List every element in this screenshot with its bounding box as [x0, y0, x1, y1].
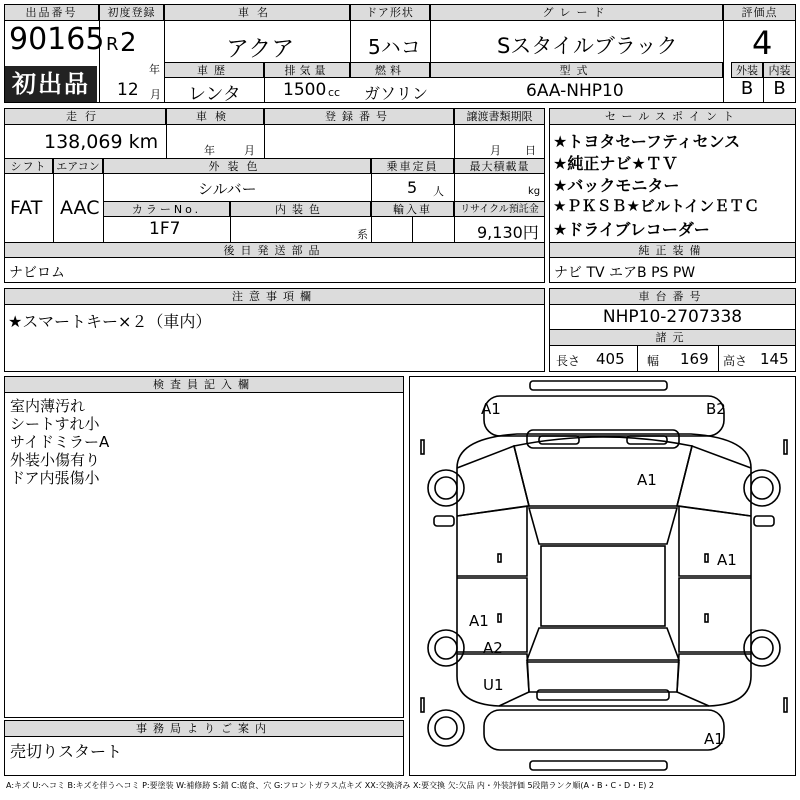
damage-mark: A1 [481, 400, 501, 418]
era-year: 2 [120, 28, 137, 58]
seats: 5 [407, 178, 418, 197]
transfer-month-unit: 月 [490, 144, 501, 157]
history: レンタ [188, 84, 241, 105]
inspection-label: 車検 [166, 108, 264, 125]
divider [637, 346, 638, 372]
color: シルバー [198, 180, 257, 198]
divider [53, 158, 54, 242]
car-diagram [409, 376, 796, 776]
car-name-label: 車名 [164, 4, 350, 21]
divider [166, 108, 167, 158]
length-label: 長さ [556, 354, 581, 368]
chassis-label: 車台番号 [549, 288, 796, 305]
seats-unit: 人 [433, 185, 444, 198]
door-type: 5ハコ [368, 35, 421, 59]
color-label: 外装色 [103, 158, 371, 174]
inspector-line: シートすれ小 [10, 415, 100, 433]
interior-label: 内装 [763, 62, 796, 78]
divider [454, 108, 455, 158]
colorno: 1F7 [149, 219, 181, 239]
damage-mark: A1 [637, 471, 657, 489]
later-parts: ナビロム [9, 265, 65, 281]
recycle: 9,130円 [477, 223, 539, 242]
load-label: 最大積載量 [454, 158, 545, 174]
recycle-label: リサイクル預託金 [454, 201, 545, 217]
damage-mark: A1 [704, 730, 724, 748]
inspector-line: 室内薄汚れ [10, 397, 86, 415]
ac-label: エアコン [53, 158, 103, 174]
mileage-label: 走行 [4, 108, 166, 125]
height: 145 [760, 350, 789, 368]
length: 405 [596, 350, 625, 368]
office-text: 売切りスタート [10, 742, 123, 761]
history-label: 車歴 [164, 62, 264, 78]
equip: ナビ TV エアB PS PW [554, 265, 696, 281]
import-label: 輸入車 [371, 201, 454, 217]
inspection-month-unit: 月 [244, 144, 255, 157]
notes: ★スマートキー×２（車内） [8, 312, 212, 331]
fuel-label: 燃料 [350, 62, 430, 78]
ac: AAC [60, 197, 100, 219]
lot-number: 90165 [9, 22, 105, 57]
exterior-grade: B [740, 78, 754, 99]
inspector-line: サイドミラーA [10, 433, 110, 451]
transfer-day-unit: 日 [525, 144, 536, 157]
car-name: アクア [226, 36, 295, 62]
intcolor-unit: 系 [357, 228, 368, 241]
damage-mark: A2 [483, 639, 503, 657]
sales-point: ★ドライブレコーダー [553, 220, 710, 239]
divider [230, 201, 231, 242]
equip-label: 純正装備 [549, 242, 796, 258]
intcolor-label: 内装色 [230, 201, 371, 217]
inspector-line: 外装小傷有り [10, 451, 101, 469]
seats-label: 乗車定員 [371, 158, 454, 174]
model: 6AA-NHP10 [526, 81, 624, 101]
model-label: 型式 [430, 62, 723, 78]
divider [718, 346, 719, 372]
era: R [106, 34, 119, 55]
registration-label: 初度登録 [99, 4, 164, 21]
inspection-year-unit: 年 [204, 144, 215, 157]
mileage: 138,069 km [44, 131, 159, 153]
sales-label: セールスポイント [549, 108, 796, 125]
divider [103, 158, 104, 242]
month-unit: 月 [150, 88, 161, 101]
interior-grade: B [773, 78, 786, 99]
chassis-number: NHP10-2707338 [602, 307, 743, 327]
load-unit: kg [528, 186, 541, 197]
legend: A:キズ U:ヘコミ B:キズを伴うヘコミ P:要塗装 W:補修跡 S:錆 C:腐食、穴 G:フロントガラス点キズ XX:交換済み X:要交換 欠:欠品 内・外装評価 5段階ランク順(A・B・C・D・E) 2 [6, 781, 655, 790]
notes-label: 注意事項欄 [4, 288, 545, 305]
divider [412, 217, 413, 242]
first-sale-badge: 初出品 [5, 66, 97, 102]
width: 169 [680, 350, 709, 368]
office-label: 事務局よりご案内 [4, 720, 404, 737]
damage-mark: U1 [483, 676, 504, 694]
damage-mark: A1 [717, 551, 737, 569]
width-label: 幅 [647, 354, 660, 368]
damage-mark: A1 [469, 612, 489, 630]
score: 4 [752, 24, 773, 62]
fuel: ガソリン [364, 84, 429, 103]
later-parts-label: 後日発送部品 [4, 242, 545, 258]
displacement-label: 排気量 [264, 62, 350, 78]
divider [264, 62, 265, 103]
height-label: 高さ [723, 354, 748, 368]
sales-point: ★バックモニター [553, 176, 680, 195]
regno-label: 登録番号 [264, 108, 454, 125]
divider [454, 158, 455, 242]
displacement: 1500 [283, 80, 327, 100]
shift-label: シフト [4, 158, 53, 174]
transfer-label: 譲渡書類期限 [454, 108, 545, 125]
divider [763, 62, 764, 103]
month: 12 [117, 80, 139, 100]
year-unit: 年 [149, 63, 160, 76]
sales-point: ★トヨタセーフティセンス [553, 132, 741, 151]
exterior-label: 外装 [731, 62, 763, 78]
shift: FAT [10, 197, 43, 219]
dims-label: 諸元 [549, 329, 796, 346]
sales-point: ★ＰＫＳＢ★ビルトインＥＴＣ [553, 197, 760, 215]
inspector-line: ドア内張傷小 [10, 469, 100, 487]
divider [264, 108, 265, 158]
damage-mark: B2 [706, 400, 726, 418]
divider [371, 158, 372, 242]
displacement-unit: cc [328, 86, 341, 99]
score-label: 評価点 [723, 4, 796, 21]
grade-label: グレード [430, 4, 723, 21]
grade: Sスタイルブラック [497, 34, 678, 58]
lot-number-label: 出品番号 [4, 4, 99, 21]
colorno-label: カラーNo. [103, 201, 230, 217]
door-label: ドア形状 [350, 4, 430, 21]
sales-point: ★純正ナビ★ＴＶ [553, 154, 678, 173]
inspector-label: 検査員記入欄 [4, 376, 404, 393]
